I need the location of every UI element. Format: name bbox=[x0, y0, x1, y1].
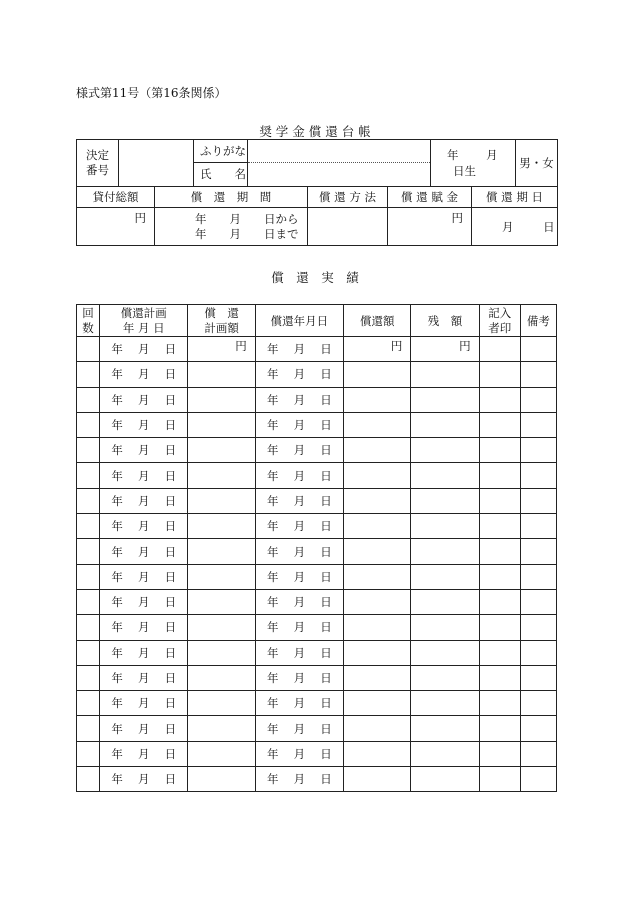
date-text: 年 月 日 bbox=[266, 721, 332, 736]
balance-cell[interactable] bbox=[411, 640, 479, 665]
balance-cell[interactable] bbox=[411, 362, 479, 387]
date-text: 年 月 日 bbox=[266, 620, 332, 635]
plan-date-cell[interactable] bbox=[100, 741, 188, 766]
recorder-seal-cell[interactable] bbox=[479, 514, 520, 539]
date-text: 年 月 日 bbox=[266, 493, 332, 508]
balance-cell[interactable] bbox=[411, 615, 479, 640]
pay-date-cell[interactable] bbox=[255, 337, 343, 362]
repayment-method-label: 償 還 方 法 bbox=[308, 187, 388, 208]
pay-amount-cell[interactable] bbox=[344, 539, 411, 564]
decision-number-field[interactable] bbox=[119, 140, 194, 187]
balance-cell[interactable] bbox=[411, 488, 479, 513]
plan-date-cell[interactable] bbox=[100, 615, 188, 640]
remarks-cell[interactable] bbox=[520, 615, 556, 640]
count-cell[interactable] bbox=[77, 463, 100, 488]
period-from-text: 年 月 日から bbox=[195, 211, 299, 226]
pay-date-cell[interactable] bbox=[255, 691, 343, 716]
remarks-cell[interactable] bbox=[520, 716, 556, 741]
date-text: 年 月 日 bbox=[266, 696, 332, 711]
date-text: 年 月 日 bbox=[266, 342, 332, 357]
repayment-record-table bbox=[76, 304, 557, 792]
balance-cell[interactable] bbox=[411, 387, 479, 412]
count-cell[interactable] bbox=[77, 767, 100, 792]
pay-date-cell[interactable] bbox=[255, 741, 343, 766]
pay-date-cell[interactable] bbox=[255, 412, 343, 437]
remarks-cell[interactable] bbox=[520, 640, 556, 665]
pay-amount-cell[interactable] bbox=[344, 337, 411, 362]
ledger-title: 奨 学 金 償 還 台 帳 bbox=[259, 124, 371, 139]
record-title: 償 還 実 績 bbox=[271, 270, 359, 285]
count-cell[interactable] bbox=[77, 564, 100, 589]
header-remarks: 備考 bbox=[520, 305, 556, 337]
remarks-cell[interactable] bbox=[520, 741, 556, 766]
pay-date-cell[interactable] bbox=[255, 564, 343, 589]
recorder-seal-cell[interactable] bbox=[479, 438, 520, 463]
recorder-seal-cell[interactable] bbox=[479, 539, 520, 564]
count-cell[interactable] bbox=[77, 488, 100, 513]
plan-amount-cell[interactable] bbox=[188, 615, 255, 640]
remarks-cell[interactable] bbox=[520, 665, 556, 690]
recorder-seal-cell[interactable] bbox=[479, 741, 520, 766]
recorder-seal-cell[interactable] bbox=[479, 589, 520, 614]
yen-unit: 円 bbox=[459, 339, 471, 353]
recorder-seal-cell[interactable] bbox=[479, 387, 520, 412]
balance-cell[interactable] bbox=[411, 412, 479, 437]
date-text: 年 月 日 bbox=[111, 544, 177, 559]
date-text: 年 月 日 bbox=[266, 519, 332, 534]
pay-date-cell[interactable] bbox=[255, 665, 343, 690]
date-text: 年 月 日 bbox=[111, 569, 177, 584]
plan-amount-cell[interactable] bbox=[188, 589, 255, 614]
count-cell[interactable] bbox=[77, 665, 100, 690]
balance-cell[interactable] bbox=[411, 438, 479, 463]
table-row bbox=[77, 539, 557, 564]
table-row bbox=[77, 716, 557, 741]
pay-amount-cell[interactable] bbox=[344, 463, 411, 488]
date-text: 年 月 日 bbox=[111, 721, 177, 736]
pay-amount-cell[interactable] bbox=[344, 615, 411, 640]
date-text: 年 月 日 bbox=[111, 696, 177, 711]
repayment-method-field[interactable] bbox=[308, 208, 388, 246]
recorder-seal-cell[interactable] bbox=[479, 412, 520, 437]
count-cell[interactable] bbox=[77, 691, 100, 716]
date-text: 年 月 日 bbox=[266, 544, 332, 559]
plan-date-cell[interactable] bbox=[100, 589, 188, 614]
count-cell[interactable] bbox=[77, 716, 100, 741]
recorder-seal-cell[interactable] bbox=[479, 564, 520, 589]
date-text: 年 月 日 bbox=[111, 468, 177, 483]
count-cell[interactable] bbox=[77, 362, 100, 387]
pay-amount-cell[interactable] bbox=[344, 412, 411, 437]
plan-date-cell[interactable] bbox=[100, 665, 188, 690]
remarks-cell[interactable] bbox=[520, 438, 556, 463]
plan-date-cell[interactable] bbox=[100, 438, 188, 463]
pay-amount-cell[interactable] bbox=[344, 387, 411, 412]
date-text: 年 月 日 bbox=[266, 392, 332, 407]
date-text: 年 月 日 bbox=[111, 746, 177, 761]
table-row bbox=[77, 691, 557, 716]
table-row bbox=[77, 741, 557, 766]
repayment-period-field[interactable] bbox=[155, 208, 308, 246]
plan-amount-cell[interactable] bbox=[188, 463, 255, 488]
due-day-label: 日 bbox=[543, 219, 555, 234]
date-text: 年 月 日 bbox=[266, 443, 332, 458]
plan-amount-cell[interactable] bbox=[188, 691, 255, 716]
due-date-field[interactable] bbox=[472, 208, 558, 246]
table-row bbox=[77, 767, 557, 792]
pay-date-cell[interactable] bbox=[255, 387, 343, 412]
date-text: 年 月 日 bbox=[111, 392, 177, 407]
remarks-cell[interactable] bbox=[520, 362, 556, 387]
pay-amount-cell[interactable] bbox=[344, 640, 411, 665]
yen-unit: 円 bbox=[134, 211, 146, 225]
birth-date-field[interactable] bbox=[431, 140, 516, 187]
pay-date-cell[interactable] bbox=[255, 463, 343, 488]
plan-amount-cell[interactable] bbox=[188, 564, 255, 589]
pay-date-cell[interactable] bbox=[255, 438, 343, 463]
name-label: 氏 名 bbox=[200, 167, 246, 181]
date-text: 年 月 日 bbox=[266, 569, 332, 584]
pay-amount-cell[interactable] bbox=[344, 438, 411, 463]
date-text: 年 月 日 bbox=[266, 367, 332, 382]
yen-unit: 円 bbox=[390, 339, 403, 353]
table-row bbox=[77, 412, 557, 437]
recorder-seal-cell[interactable] bbox=[479, 362, 520, 387]
birth-day-label: 日生 bbox=[453, 164, 477, 178]
date-text: 年 月 日 bbox=[266, 418, 332, 433]
date-text: 年 月 日 bbox=[111, 443, 177, 458]
furigana-field[interactable] bbox=[248, 140, 430, 163]
pay-amount-cell[interactable] bbox=[344, 741, 411, 766]
count-cell[interactable] bbox=[77, 438, 100, 463]
date-text: 年 月 日 bbox=[111, 519, 177, 534]
balance-cell[interactable] bbox=[411, 463, 479, 488]
header-balance: 残 額 bbox=[411, 305, 479, 337]
recorder-seal-cell[interactable] bbox=[479, 488, 520, 513]
balance-cell[interactable] bbox=[411, 691, 479, 716]
plan-amount-cell[interactable] bbox=[188, 438, 255, 463]
date-text: 年 月 日 bbox=[266, 772, 332, 787]
table-row bbox=[77, 514, 557, 539]
pay-date-cell[interactable] bbox=[255, 488, 343, 513]
due-month-label: 月 bbox=[502, 219, 514, 234]
count-cell[interactable] bbox=[77, 539, 100, 564]
furigana-label: ふりがな bbox=[194, 140, 247, 163]
pay-amount-cell[interactable] bbox=[344, 716, 411, 741]
remarks-cell[interactable] bbox=[520, 589, 556, 614]
plan-date-cell[interactable] bbox=[100, 539, 188, 564]
pay-date-cell[interactable] bbox=[255, 514, 343, 539]
pay-date-cell[interactable] bbox=[255, 716, 343, 741]
period-to-text: 年 月 日まで bbox=[195, 226, 299, 241]
count-cell[interactable] bbox=[77, 615, 100, 640]
plan-date-cell[interactable] bbox=[100, 767, 188, 792]
table-row bbox=[77, 564, 557, 589]
remarks-cell[interactable] bbox=[520, 691, 556, 716]
header-pay-date: 償還年月日 bbox=[255, 305, 343, 337]
plan-date-cell[interactable] bbox=[100, 691, 188, 716]
recorder-seal-cell[interactable] bbox=[479, 716, 520, 741]
date-text: 年 月 日 bbox=[111, 620, 177, 635]
recorder-seal-cell[interactable] bbox=[479, 640, 520, 665]
pay-date-cell[interactable] bbox=[255, 362, 343, 387]
loan-total-field[interactable] bbox=[77, 208, 155, 246]
pay-amount-cell[interactable] bbox=[344, 767, 411, 792]
table-row bbox=[77, 640, 557, 665]
plan-amount-cell[interactable] bbox=[188, 488, 255, 513]
pay-date-cell[interactable] bbox=[255, 615, 343, 640]
balance-cell[interactable] bbox=[411, 716, 479, 741]
pay-amount-cell[interactable] bbox=[344, 665, 411, 690]
pay-amount-cell[interactable] bbox=[344, 691, 411, 716]
date-text: 年 月 日 bbox=[111, 367, 177, 382]
pay-date-cell[interactable] bbox=[255, 767, 343, 792]
balance-cell[interactable] bbox=[411, 665, 479, 690]
date-text: 年 月 日 bbox=[111, 645, 177, 660]
header-count: 回 数 bbox=[77, 305, 100, 337]
balance-cell[interactable] bbox=[411, 589, 479, 614]
balance-cell[interactable] bbox=[411, 767, 479, 792]
decision-number-label: 決定 番号 bbox=[77, 140, 119, 187]
pay-date-cell[interactable] bbox=[255, 539, 343, 564]
table-row bbox=[77, 615, 557, 640]
balance-cell[interactable] bbox=[411, 514, 479, 539]
count-cell[interactable] bbox=[77, 412, 100, 437]
plan-amount-cell[interactable] bbox=[188, 362, 255, 387]
date-text: 年 月 日 bbox=[266, 468, 332, 483]
date-text: 年 月 日 bbox=[111, 342, 177, 357]
plan-amount-cell[interactable] bbox=[188, 665, 255, 690]
date-text: 年 月 日 bbox=[111, 493, 177, 508]
plan-date-cell[interactable] bbox=[100, 514, 188, 539]
date-text: 年 月 日 bbox=[111, 671, 177, 685]
yen-unit: 円 bbox=[235, 339, 247, 353]
yen-unit: 円 bbox=[451, 211, 464, 225]
remarks-cell[interactable] bbox=[520, 564, 556, 589]
plan-date-cell[interactable] bbox=[100, 716, 188, 741]
table-row bbox=[77, 387, 557, 412]
birth-month-label: 月 bbox=[486, 148, 498, 162]
count-cell[interactable] bbox=[77, 741, 100, 766]
plan-date-cell[interactable] bbox=[100, 640, 188, 665]
plan-amount-cell[interactable] bbox=[188, 337, 255, 362]
date-text: 年 月 日 bbox=[266, 595, 332, 610]
count-cell[interactable] bbox=[77, 387, 100, 412]
plan-amount-cell[interactable] bbox=[188, 539, 255, 564]
pay-amount-cell[interactable] bbox=[344, 564, 411, 589]
table-row bbox=[77, 589, 557, 614]
remarks-cell[interactable] bbox=[520, 412, 556, 437]
count-cell[interactable] bbox=[77, 337, 100, 362]
pay-amount-cell[interactable] bbox=[344, 514, 411, 539]
remarks-cell[interactable] bbox=[520, 488, 556, 513]
plan-date-cell[interactable] bbox=[100, 387, 188, 412]
plan-date-cell[interactable] bbox=[100, 463, 188, 488]
date-text: 年 月 日 bbox=[266, 645, 332, 660]
balance-cell[interactable] bbox=[411, 564, 479, 589]
installment-field[interactable] bbox=[388, 208, 472, 246]
recorder-seal-cell[interactable] bbox=[479, 665, 520, 690]
table-row bbox=[77, 337, 557, 362]
balance-cell[interactable] bbox=[411, 337, 479, 362]
remarks-cell[interactable] bbox=[520, 767, 556, 792]
date-text: 年 月 日 bbox=[266, 671, 332, 685]
plan-amount-cell[interactable] bbox=[188, 741, 255, 766]
form-number-label: 様式第11号（第16条関係） bbox=[76, 86, 227, 100]
recorder-seal-cell[interactable] bbox=[479, 463, 520, 488]
remarks-cell[interactable] bbox=[520, 514, 556, 539]
count-cell[interactable] bbox=[77, 514, 100, 539]
plan-date-cell[interactable] bbox=[100, 488, 188, 513]
plan-amount-cell[interactable] bbox=[188, 716, 255, 741]
date-text: 年 月 日 bbox=[266, 746, 332, 761]
table-row bbox=[77, 488, 557, 513]
table-row bbox=[77, 362, 557, 387]
remarks-cell[interactable] bbox=[520, 539, 556, 564]
table-row bbox=[77, 463, 557, 488]
gender-field[interactable]: 男・女 bbox=[516, 140, 558, 187]
plan-date-cell[interactable] bbox=[100, 564, 188, 589]
remarks-cell[interactable] bbox=[520, 463, 556, 488]
count-cell[interactable] bbox=[77, 589, 100, 614]
pay-amount-cell[interactable] bbox=[344, 362, 411, 387]
pay-date-cell[interactable] bbox=[255, 589, 343, 614]
date-text: 年 月 日 bbox=[111, 772, 177, 787]
name-field[interactable] bbox=[248, 163, 430, 186]
pay-amount-cell[interactable] bbox=[344, 488, 411, 513]
header-plan-date: 償還計画 年 月 日 bbox=[100, 305, 188, 337]
plan-amount-cell[interactable] bbox=[188, 412, 255, 437]
recorder-seal-cell[interactable] bbox=[479, 337, 520, 362]
plan-amount-cell[interactable] bbox=[188, 640, 255, 665]
header-pay-amount: 償還額 bbox=[344, 305, 411, 337]
due-date-label: 償 還 期 日 bbox=[472, 187, 558, 208]
birth-year-label: 年 bbox=[447, 148, 459, 162]
remarks-cell[interactable] bbox=[520, 337, 556, 362]
recorder-seal-cell[interactable] bbox=[479, 767, 520, 792]
plan-amount-cell[interactable] bbox=[188, 767, 255, 792]
balance-cell[interactable] bbox=[411, 539, 479, 564]
pay-amount-cell[interactable] bbox=[344, 589, 411, 614]
date-text: 年 月 日 bbox=[111, 595, 177, 610]
count-cell[interactable] bbox=[77, 640, 100, 665]
installment-label: 償 還 賦 金 bbox=[388, 187, 472, 208]
date-text: 年 月 日 bbox=[111, 418, 177, 433]
header-recorder: 記入 者印 bbox=[479, 305, 520, 337]
recorder-seal-cell[interactable] bbox=[479, 615, 520, 640]
plan-amount-cell[interactable] bbox=[188, 514, 255, 539]
pay-date-cell[interactable] bbox=[255, 640, 343, 665]
header-plan-amount: 償 還 計画額 bbox=[188, 305, 255, 337]
remarks-cell[interactable] bbox=[520, 387, 556, 412]
recorder-seal-cell[interactable] bbox=[479, 691, 520, 716]
plan-date-cell[interactable] bbox=[100, 337, 188, 362]
plan-date-cell[interactable] bbox=[100, 412, 188, 437]
ledger-table bbox=[76, 139, 558, 246]
repayment-period-label: 償 還 期 間 bbox=[155, 187, 308, 208]
table-row bbox=[77, 438, 557, 463]
plan-date-cell[interactable] bbox=[100, 362, 188, 387]
table-row bbox=[77, 665, 557, 690]
plan-amount-cell[interactable] bbox=[188, 387, 255, 412]
loan-total-label: 貸付総額 bbox=[77, 187, 155, 208]
balance-cell[interactable] bbox=[411, 741, 479, 766]
